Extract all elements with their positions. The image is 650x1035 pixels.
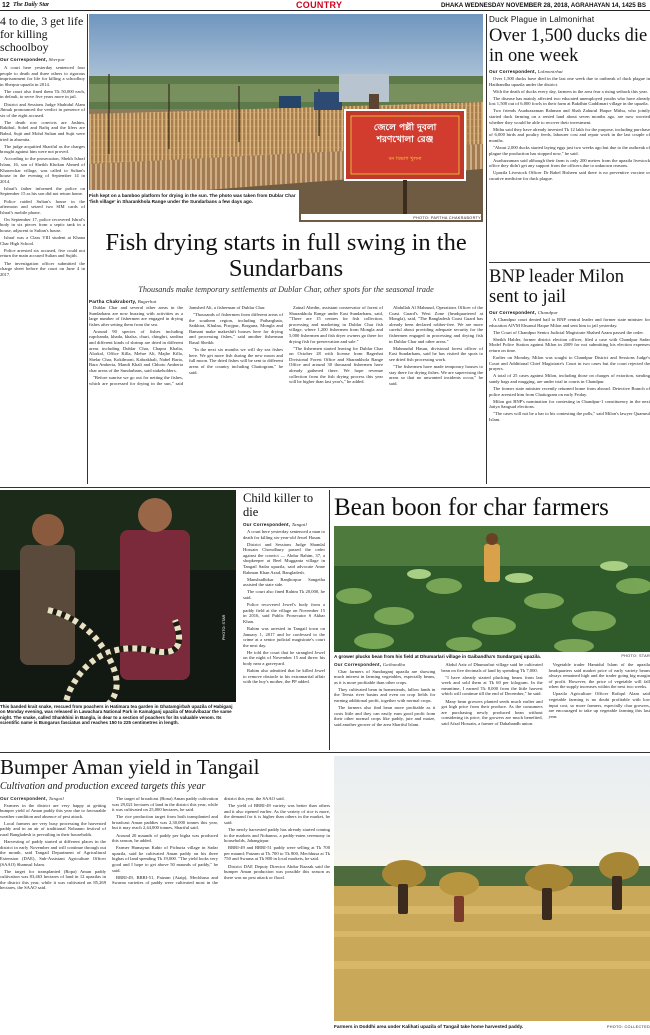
paragraph: Mithu said they have already invested Tk 12 lakh for the purpose, including purchase of 6,000 birds and poultry feeds, labourer cost and repair work in the last couple of months. — [489, 126, 650, 143]
paragraph: Many bean growers planted seeds much earlier and got high price from their produce. As the consumers are purchasing newly produced bean without considering its price, the growers are much benefited, said Afzal Hossain, a farmer of Dahabandh union. — [441, 698, 543, 726]
paragraph: Ishraf was a Class VIII student at Khana Char High School. — [0, 235, 85, 246]
paragraph: District and Sessions Judge Shahidul Alam Jhinuk pronounced the verdict in presence of six of the eight accused. — [0, 101, 85, 118]
fish-photo-caption-box — [89, 190, 299, 222]
krait-photo-caption: This banded krait snake, rescued from poachers in Hatimara tea garden in Ghatamgirbah upazila of Habiganj on Monday evening, was released in Lawachara National Park in Kamalganj upazila of Moulvibazar the same night. The snake, called Shankhini in Bangla, is dear to a section of poachers for its valuable venom. Its scientific name is Bungarus fasciatus and reaches 150 to 225 centimetres in length. — [0, 704, 233, 726]
paragraph: Mahmudul Hasan, divisional forest officer of East Sundarbans, said he has visited the spots to see dried fish processing work. — [389, 345, 483, 362]
paragraph: Dublar Char and several other areas in the Sundarbans are now buzzing with activities as a large number of fishermen are engaged in drying fishes after setting them from the sea. — [89, 305, 183, 327]
bean-photo-credit: PHOTO: STAR — [621, 654, 650, 658]
paragraph: Harvesting of paddy started at different places in the district in early November and will continue through out the month, said Tangail Department of Agricultural Extension (DAE), Sub-Assistant Agriculture Officer (SAAO) Shamsul Islam. — [0, 839, 106, 867]
paragraph: Upazila Agriculture Officer Rafiqul Alam said vegetable farming is no doubt profitable with low input cost, so more farmers, especially char growers, are encouraged to take up vegetable farming this last year. — [548, 691, 650, 719]
paragraph: Char farmers of Sundarganj upazila are showing much interest in farming vegetables, especially beans, as it is more profitable than other crops. — [334, 668, 436, 685]
paragraph: Ishraf's father informed the police on September 15 as his son did not return home. — [0, 185, 85, 197]
aman-body — [0, 796, 330, 1034]
paragraph: The farmers also find bean more profitable as it costs little and they can easily earn good profit from their other normal crops like paddy, jute and maize, said another grower of the area Shariful Islam. — [334, 705, 436, 727]
bean-photo-caption: A grower plucks bean from his field at Dhumarlari village in Gaibandha's Sundarganj upazila. — [334, 654, 541, 659]
paragraph: Asaduzzaman said although their farm is only 200 metres from the upazila livestock office they didn't get any support from the officers due to unknown reasons. — [489, 157, 650, 169]
paragraph: Around 90 species of fishes including rupchanda, khada, khalsa, churi, chinghri, sardina and different kinds of shrimp are dried in different areas including Dublar Char, Chapra Khalia, Alorkol, Office Killa, Mehre Ali, Majhe Killa, Shelar Char, Kokilmoni, Kabrakhali, Nabel Baria, Bara Amberia, Mandi Khali and Chhoto Amberia char areas of the Sundarbans, said stakeholders. — [89, 328, 183, 374]
bean-field-photo — [334, 526, 650, 652]
paragraph: "Before sunrise we go out for netting the fishes, which are processed for drying in the sun," said Jamshed Ali, a fisherman of Dublar Char. — [89, 305, 266, 386]
child-headline: Child killer to die — [243, 492, 314, 519]
krait-photo-credit: PHOTO: STAR — [222, 614, 226, 640]
fish-photo-caption: Fish kept on a bamboo platform for drying in the sun. The photo was taken from Dublar Char 'fish village' in Sharankhola Range under the Sundarbans a few days ago. — [89, 193, 296, 204]
sign-text-sub: বন বিভাগ খুলনা — [388, 156, 422, 162]
story-divider — [489, 262, 650, 263]
fish-body — [89, 299, 483, 483]
milon-headline: BNP leader Milon sent to jail — [489, 267, 624, 307]
sign-text-bengali: জেলে পল্লী দুবলা শরণখোলা রেঞ্জ — [373, 123, 437, 145]
paragraph: Police recovered Jewel's body from a paddy field at the village on November 15 in 2016, said Public Prosecutor S Akbar Khan. — [243, 602, 325, 624]
fish-photo-credit: PHOTO: PARTHA CHAKRABORTY — [301, 214, 481, 220]
krait-photo — [0, 490, 236, 748]
paragraph: He told the court that he strangled Jewel on the night of November 15 and threw his body near a graveyard. — [243, 649, 325, 667]
column-divider — [486, 14, 487, 484]
paragraph: Two friends Asaduzzaman Rahman and Shah Zahurul Haque Mithu, who jointly started duck farming on a rented land about seven months ago, are now worried whether they would be able to recover their investment. — [489, 108, 650, 125]
column-divider — [329, 490, 330, 750]
story-schoolboy — [0, 15, 85, 483]
paragraph: The court also fined Rahim Tk 20,000, he said. — [243, 589, 325, 601]
paragraph: District DAE Deputy Director Abdur Razzak said the bumper Aman production was possible this season as there was no pest attack or flood. — [224, 863, 330, 880]
paragraph: The court also fined them Tk 50,000 each, in default, to serve five years more in jail. — [0, 88, 85, 100]
paragraph: Vegetable trader Hamidul Islam of the upazila headquarters said market price of early variety beans always remained high and the trader going big margin of profit. However, the price of vegetable will fall when the supply increases within the next two weeks. — [548, 662, 650, 690]
column-divider — [87, 14, 88, 484]
paragraph: The target for transplanted (Ropa) Aman paddy cultivation was 83,463 hectares of land in 12 upazilas in the district this year, while it was cultivated on 85,269 hectares, the SAAO said. — [0, 868, 106, 891]
paragraph: Over 1,500 ducks have died in the last one week due to outbreak of duck plague in Hatibandha upazila under the district. — [489, 76, 650, 87]
paragraph: The former state minister recently returned home from abroad. Detective Branch of police arrested him from Chattogram on early Friday. — [489, 386, 650, 397]
paragraph: Farmers in the district are very happy at getting bumper yield of Aman paddy this year due to favourable weather condition and absence of pest attack. — [0, 802, 106, 819]
masthead-bar — [0, 0, 650, 11]
bean-byline: Our Correspondent, Gaibandha — [334, 662, 406, 667]
duck-byline: Our Correspondent, Lalmonirhat — [489, 69, 563, 74]
paddy-harvest-photo — [334, 756, 650, 1021]
paragraph: Rahim was arrested in Tangail town on January 1, 2017 and he confessed to the crime at a senior judicial magistrate's court the next day. — [243, 626, 325, 648]
paragraph: "Thousands of fishermen from different areas of the southern region, including Patharghata, Satkhira, Khulna, Pirojpur, Borguna, Mongla and Bamani make makeshift houses here for drying and processing fishes," said another fisherman Rasul Sheikh. — [189, 312, 283, 346]
section-divider — [0, 487, 650, 488]
section-name: COUNTRY — [296, 0, 343, 10]
schoolboy-body — [0, 65, 85, 277]
duck-kicker: Duck Plague in Lalmonirhat — [489, 15, 595, 24]
paragraph: On September 17, police recovered Ishraf's body in six pieces from a septic tank in a house, adjacent to Sultan's house. — [0, 216, 85, 234]
paragraph: Around 20 maunds of paddy per bigha was produced this season, he added. — [112, 832, 218, 844]
paragraph: Rahim also admitted that he killed Jewel to remove obstacle to his extramarital affair with the boy's mother, the PP added. — [243, 668, 325, 685]
paragraph: "The fishermen started leaving for Dublar Char on October 28 with license from Bagerhat Divisional Forest Office and Sharankhola Range Office and around 30 thousand fishermen have already gathered there. We hope revenue collection from the fish drying process this year will be higher than last year's," he added. — [289, 345, 383, 385]
paragraph: "The fishermen have made temporary houses to stay there for drying fishes. We are supervising the areas so that no unwanted incidents occur," he said. — [389, 363, 483, 386]
aman-photo-credit: PHOTO: COLLECTED — [606, 1025, 650, 1029]
paragraph: The target of broadcast (Bona) Aman paddy cultivation was 29,021 hectares of land in the district this year, while it was cultivated on 25,000 hectares, he said. — [112, 796, 218, 813]
paragraph: The judge acquitted Shariful as the charges brought against him were not proved. — [0, 143, 85, 155]
duck-headline: Over 1,500 ducks die in one week — [489, 26, 648, 66]
aman-byline: Our Correspondent, Tangail — [0, 796, 65, 801]
paragraph: The investigation officer submitted the charge sheet before the court on June 4 in 2017. — [0, 260, 85, 277]
fish-headline: Fish drying starts in full swing in the Sundarbans — [105, 230, 467, 282]
paragraph: Manshudhikar Ranjhorpur Sangetha assisted the state side. — [243, 576, 325, 588]
section-divider — [0, 752, 650, 753]
paragraph: The yield of BRRI-49 variety was better than others and it also ripened earlier. As the variety of rice is more, the demand for it is higher than others in the market, he said. — [224, 803, 330, 825]
paper-name: The Daily Star — [13, 2, 50, 8]
bean-photo — [334, 526, 650, 652]
dateline: DHAKA WEDNESDAY NOVEMBER 28, 2018, AGRAHAYAN 14, 1425 BS — [440, 2, 646, 9]
paragraph: A court here yesterday sentenced four people to death and three others to rigorous imprisonment for life for killing a schoolboy in Sherpur upazila in 2014. — [0, 65, 85, 87]
aman-photo — [334, 756, 650, 1021]
child-byline: Our Correspondent, Tangail — [243, 522, 308, 527]
aman-headline: Bumper Aman yield in Tangail — [0, 756, 260, 779]
paragraph: BRRI-49 and BRRI-51 paddy were selling at Tk 700 per maund; Paizam at Tk 700 to Tk 800, Mechhusa at Tk 750 and Swarna at Tk 800 in local markets, he said. — [224, 845, 330, 862]
paragraph: Police arrested six accused, five could not return the main accused Sultan and Sujith. — [0, 247, 85, 259]
paragraph: The disease has mainly affected two educated unemployed youths who have already lost 1,500 out of 6,000 fowls in their farm at Bakdhin Gaddimari village in the upazila. — [489, 95, 650, 107]
story-duck — [489, 15, 650, 255]
paragraph: "In the next six months we will dry sea fishes here. We get more fish during the new moon and full moon. The dried fishes will be sent to different areas of the country including Chattogram," he said. — [189, 347, 283, 375]
paragraph: A total of 25 cases against Milon, including those on charges of extortion, stealing sandy bags and mugging, are under trial in courts in Chandpur. — [489, 373, 650, 384]
paragraph: BRRI-49, BRRI-51, Paizam (Ataip), Mechhusa and Swarna varieties of paddy were cultivated most in the district this year, the SAAO said. — [112, 796, 285, 886]
aman-subhead: Cultivation and production exceed targets this year — [0, 781, 206, 792]
paragraph: The newly harvested paddy has already started coming to the markets and Nobanno, a paddy-eaten ceremony in households, Jahangirpur. — [224, 826, 330, 844]
paragraph: District and Sessions Judge Shamlal Hossain Chowdhury passed the order against the convict — Abdur Rahim, 37, a shopkeeper at Beel Mugganta village in Tangail Sadar upazila, said advocate Anne Rahman Khan Azad, Bangladesh. — [243, 541, 325, 575]
paragraph: Milon got BNP's nomination for contesting in Chandpur-1 constituency in the next Jatiya Sangsad elections. — [489, 398, 650, 410]
paragraph: They cultivated bean in homesteads, fallow lands in the Teesta river basins and even on crop fields for earning additional profit, together with normal crops. — [334, 686, 436, 704]
page-number: 12 — [2, 2, 10, 9]
paragraph: "About 2,000 ducks started laying eggs just two weeks ago but due to the outbreak of plague the production has stopped now," he said. — [489, 145, 650, 156]
paragraph: "The cases will not be a bar to his contesting the polls," said Milon's lawyer Quamrul Islam. — [489, 411, 650, 422]
paragraph: A court here yesterday sentenced a man to death for killing six-year-old Jewel Hasan. — [243, 529, 325, 540]
fish-subhead: Thousands make temporary settlements at Dublar Char, other spots for the seasonal trade — [138, 285, 434, 294]
paragraph: The death row convicts are Jashim, Rakibul, Sohel and Rafiq and the lifers are Babul, Sujit and Mohd Sultan and Sujit were tried in absentia. — [0, 119, 85, 142]
paragraph: Upazila Livestock Officer Dr Rabel Bisheen said there is no preventive vaccine or curative medicine for duck plague. — [489, 170, 650, 181]
fish-byline: Partha Chakraborty, Bagerhat — [89, 299, 157, 304]
story-child — [243, 492, 325, 748]
paragraph: Local farmers are very busy processing the harvested paddy and in an air of traditional Nobanno festival of rural Bangladesh is prevailing in their households. — [0, 820, 106, 838]
paragraph: Zainal Abedin, assistant conservator of forest of Sharankhola Range under East Sundarbans, said, "There are 15 centres for fish collection, processing and marketing in Dublar Char fish village, where 1,200 fishermen from Mongla and 5,000 fishermen and fish dryer owners go there for drying fish for preservation and sale." — [289, 305, 383, 344]
paragraph: Police raided Sultan's house in the afternoon and seized two SIM cards of Ishraf's mobile phone. — [0, 198, 85, 215]
schoolboy-byline: Our Correspondent, Sherpur — [0, 57, 65, 62]
paragraph: Earlier on Monday, Milon was sought to Chandpur District and Sessions Judge's Court and Additional Chief Magistrate's Court in two cases but the court rejected the prayers. — [489, 355, 650, 372]
paragraph: According to the prosecution, Shekh Ishraf Islam, 16, son of Sheikh Khokan Ahmed of Khaserchar village, was called to Sultan's house in the evening of September 14 in 2014. — [0, 156, 85, 184]
bean-body — [334, 662, 650, 748]
fish-photo — [89, 14, 483, 222]
paragraph: Abdullah Al Mahmud, Operations Officer of the Coast Guard's West Zone (headquartered at Mongla), said, "The Bangladesh Coast Guard has already been declared robber-free. We are more careful about providing adequate security for the fishermen engaged in processing and drying fish in Dublar Char and other areas." — [389, 305, 483, 344]
aman-photo-caption: Farmers in Doddhi area under Kalihati upazila of Tangail take home harvested paddy. — [334, 1024, 524, 1029]
paragraph: A Chandpur court denied bail to BNP central leader and former state minister for education AIVM Ehsanul Haque Milon and sent him to jail yesterday. — [489, 317, 650, 328]
story-milon — [489, 267, 650, 483]
paragraph: Farmer Humayun Kabir of Pichuria village in Sadar upazila, said he cultivated Aman paddy on his three bighas of land spending Tk 19,000. "The yield looks very good and I hope to get above 50 maunds of paddy," he said. — [112, 845, 218, 873]
paragraph: "I have already started plucking beans from last week and sold them at Tk 60 per kilogram. In the meantime, I earned Tk 8,000 from the little harvest which will continue till the end of December," he said. — [441, 674, 543, 697]
milon-byline: Our Correspondent, Chandpur — [489, 310, 558, 315]
paragraph: The Court of Chandpur Senior Judicial Magistrate Shahed Azam passed the order. — [493, 329, 644, 335]
paragraph: Sheikh Halder, former district election officer, filed a case with Chandpur Sadar Model Police Station against Milon in 2009 for not submitting his election expenses return on time. — [489, 336, 650, 353]
bean-headline: Bean boon for char farmers — [334, 494, 609, 521]
krait-caption-box — [0, 702, 236, 748]
schoolboy-headline: 4 to die, 3 get life for killing schoolboy — [0, 15, 84, 54]
paragraph: Abdul Aziz of Dhumarlari village said he cultivated bean on five decimals of land by spending Tk 7,000. — [441, 662, 543, 673]
paragraph: With the death of ducks every day, farmers in the area fear a rising setback this year. — [493, 88, 648, 94]
paragraph: The rice production target from both transplanted and broadcast Aman paddies was 2,30,000 tonnes this year, but it may reach 2,44,000 tonnes, Shariful said. — [112, 814, 218, 831]
